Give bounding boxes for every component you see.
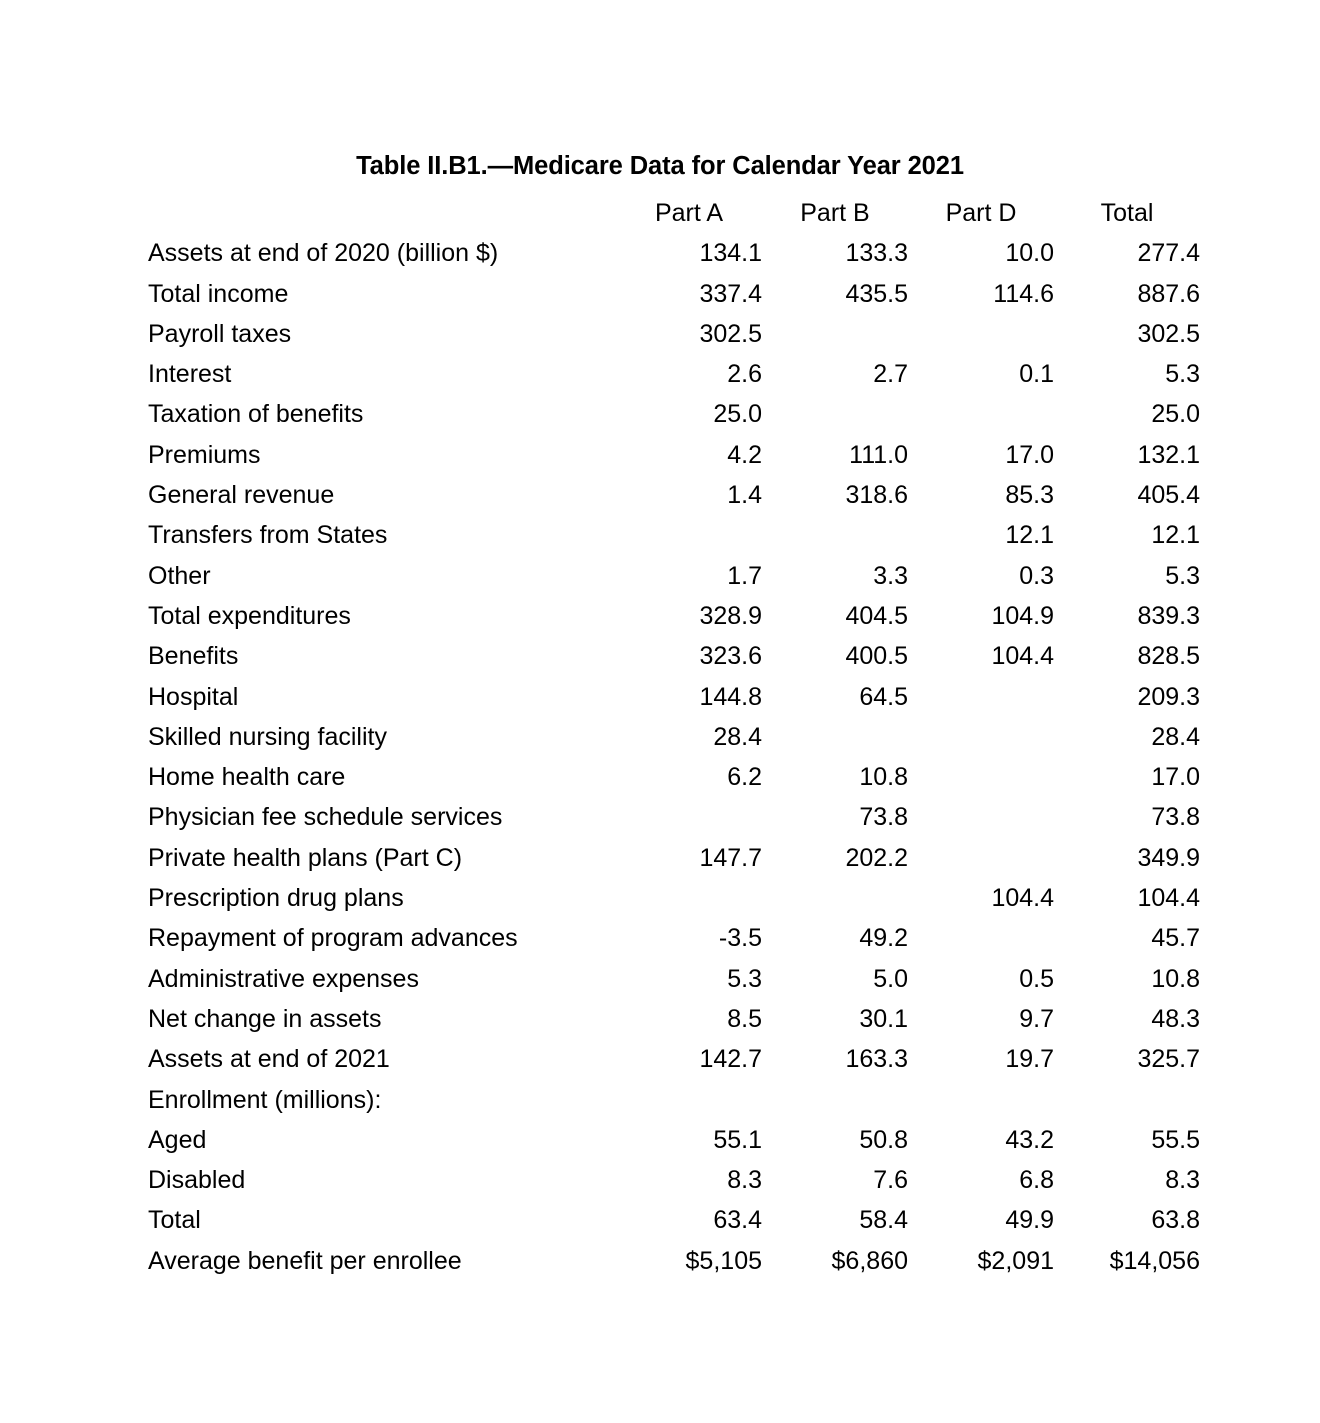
cell-value: 104.4 [1137, 884, 1200, 913]
cell-value: 1.4 [727, 481, 762, 510]
cell-value [908, 838, 1054, 878]
row-label: Prescription drug plans [148, 884, 404, 913]
table-row [148, 999, 1200, 1039]
cell-value: 6.2 [727, 763, 762, 792]
table-body [148, 233, 1200, 1281]
row-label: Disabled [148, 1166, 246, 1195]
cell-value: 435.5 [845, 279, 908, 308]
cell-value [762, 394, 908, 434]
row-label: Taxation of benefits [148, 400, 364, 429]
column-header-total: Total [1100, 199, 1154, 227]
cell-value [762, 878, 908, 918]
row-label: Physician fee schedule services [148, 803, 503, 832]
cell-value: 58.4 [859, 1206, 908, 1235]
cell-value: 839.3 [1137, 601, 1200, 630]
cell-value: 202.2 [845, 843, 908, 872]
table-row [148, 717, 1200, 757]
cell-value: $6,860 [831, 1246, 908, 1275]
row-label: Payroll taxes [148, 319, 292, 348]
cell-value [908, 717, 1054, 757]
cell-value: 828.5 [1137, 642, 1200, 671]
cell-value: 302.5 [699, 319, 762, 348]
cell-value [762, 515, 908, 555]
table-row [148, 274, 1200, 314]
table-row [148, 233, 1200, 273]
cell-value: 5.3 [1165, 360, 1200, 389]
cell-value: 2.6 [727, 360, 762, 389]
cell-value: 28.4 [1151, 722, 1200, 751]
table-row [148, 959, 1200, 999]
row-label: Transfers from States [148, 521, 388, 550]
cell-value [908, 757, 1054, 797]
table-row [148, 1120, 1200, 1160]
cell-value: 63.4 [713, 1206, 762, 1235]
cell-value: 48.3 [1151, 1004, 1200, 1033]
cell-value: 325.7 [1137, 1045, 1200, 1074]
row-label: Assets at end of 2020 (billion $) [148, 239, 499, 268]
column-header-corner [148, 193, 616, 233]
cell-value: 1.7 [727, 561, 762, 590]
cell-value: 12.1 [1005, 521, 1054, 550]
table-row [148, 394, 1200, 434]
table-row [148, 838, 1200, 878]
cell-value: 142.7 [699, 1045, 762, 1074]
cell-value: 19.7 [1005, 1045, 1054, 1074]
cell-value: 163.3 [845, 1045, 908, 1074]
row-label: Administrative expenses [148, 964, 419, 993]
cell-value: 10.8 [859, 763, 908, 792]
row-label: Total expenditures [148, 601, 351, 630]
table-row [148, 515, 1200, 555]
cell-value: 25.0 [713, 400, 762, 429]
row-label: Benefits [148, 642, 239, 671]
cell-value: 3.3 [873, 561, 908, 590]
table-header-row [148, 193, 1200, 233]
cell-value [616, 797, 762, 837]
row-label: Total [148, 1206, 201, 1235]
table-row [148, 677, 1200, 717]
table-row [148, 314, 1200, 354]
cell-value [762, 1080, 908, 1120]
cell-value [616, 515, 762, 555]
cell-value: 7.6 [873, 1166, 908, 1195]
table-row [148, 1160, 1200, 1200]
cell-value [908, 797, 1054, 837]
cell-value: 5.3 [1165, 561, 1200, 590]
cell-value: 8.3 [727, 1166, 762, 1195]
cell-value: 337.4 [699, 279, 762, 308]
cell-value: 45.7 [1151, 924, 1200, 953]
row-label: Home health care [148, 763, 346, 792]
table-row [148, 1241, 1200, 1281]
row-label: Assets at end of 2021 [148, 1045, 390, 1074]
table-row [148, 1080, 1200, 1120]
cell-value: 104.9 [991, 601, 1054, 630]
column-header-part-a: Part A [654, 199, 724, 227]
cell-value: 73.8 [859, 803, 908, 832]
row-label: Skilled nursing facility [148, 722, 387, 751]
cell-value: 400.5 [845, 642, 908, 671]
cell-value: $14,056 [1109, 1246, 1200, 1275]
cell-value: 0.3 [1019, 561, 1054, 590]
cell-value: 134.1 [699, 239, 762, 268]
cell-value: 8.3 [1165, 1166, 1200, 1195]
cell-value: 405.4 [1137, 481, 1200, 510]
cell-value [908, 394, 1054, 434]
cell-value: 12.1 [1151, 521, 1200, 550]
cell-value: $5,105 [685, 1246, 762, 1275]
table-row [148, 354, 1200, 394]
cell-value: 404.5 [845, 601, 908, 630]
cell-value [908, 314, 1054, 354]
table-row [148, 878, 1200, 918]
cell-value: 147.7 [699, 843, 762, 872]
table-header [148, 193, 1200, 233]
table-row [148, 1200, 1200, 1240]
cell-value [762, 314, 908, 354]
table-row [148, 636, 1200, 676]
row-label: Net change in assets [148, 1004, 382, 1033]
table-row [148, 1039, 1200, 1079]
row-label: Average benefit per enrollee [148, 1246, 462, 1275]
cell-value: 132.1 [1137, 440, 1200, 469]
cell-value: 104.4 [991, 642, 1054, 671]
cell-value: 10.0 [1005, 239, 1054, 268]
row-label: General revenue [148, 481, 335, 510]
row-label: Enrollment (millions): [148, 1085, 382, 1114]
cell-value: -3.5 [718, 924, 762, 953]
cell-value: 887.6 [1137, 279, 1200, 308]
cell-value: 349.9 [1137, 843, 1200, 872]
cell-value [616, 1080, 762, 1120]
cell-value: 209.3 [1137, 682, 1200, 711]
cell-value: 5.3 [727, 964, 762, 993]
cell-value: 10.8 [1151, 964, 1200, 993]
cell-value: 17.0 [1151, 763, 1200, 792]
cell-value: 0.5 [1019, 964, 1054, 993]
cell-value: 28.4 [713, 722, 762, 751]
cell-value: 111.0 [849, 440, 908, 469]
row-label: Repayment of program advances [148, 924, 518, 953]
cell-value [908, 1080, 1054, 1120]
page-title: Table II.B1.—Medicare Data for Calendar Year 2021 [356, 152, 964, 180]
row-label: Aged [148, 1125, 207, 1154]
cell-value: 63.8 [1151, 1206, 1200, 1235]
cell-value: 8.5 [727, 1004, 762, 1033]
row-label: Total income [148, 279, 289, 308]
row-label: Interest [148, 360, 232, 389]
cell-value [1054, 1080, 1200, 1120]
cell-value: 9.7 [1019, 1004, 1054, 1033]
cell-value: 4.2 [727, 440, 762, 469]
cell-value: 0.1 [1019, 360, 1054, 389]
cell-value: 6.8 [1019, 1166, 1054, 1195]
column-header-part-b: Part B [800, 199, 870, 227]
cell-value: 85.3 [1005, 481, 1054, 510]
cell-value: 318.6 [845, 481, 908, 510]
cell-value: 133.3 [845, 239, 908, 268]
cell-value: 73.8 [1151, 803, 1200, 832]
table-row [148, 797, 1200, 837]
cell-value: 17.0 [1005, 440, 1054, 469]
medicare-data-table [148, 193, 1200, 1281]
row-label: Hospital [148, 682, 239, 711]
cell-value: 323.6 [699, 642, 762, 671]
cell-value: 25.0 [1151, 400, 1200, 429]
cell-value: 49.2 [859, 924, 908, 953]
cell-value: 55.1 [713, 1125, 762, 1154]
cell-value [908, 918, 1054, 958]
row-label: Other [148, 561, 211, 590]
cell-value [762, 717, 908, 757]
table-row [148, 757, 1200, 797]
cell-value: 114.6 [993, 279, 1054, 308]
table-row [148, 596, 1200, 636]
cell-value: 277.4 [1137, 239, 1200, 268]
cell-value: 55.5 [1151, 1125, 1200, 1154]
row-label: Private health plans (Part C) [148, 843, 463, 872]
cell-value: 104.4 [991, 884, 1054, 913]
table-row [148, 918, 1200, 958]
cell-value: 5.0 [873, 964, 908, 993]
cell-value: 302.5 [1137, 319, 1200, 348]
cell-value [908, 677, 1054, 717]
table-row [148, 435, 1200, 475]
column-header-part-d: Part D [945, 199, 1017, 227]
row-label: Premiums [148, 440, 261, 469]
table-row [148, 556, 1200, 596]
cell-value: 144.8 [699, 682, 762, 711]
cell-value: 50.8 [859, 1125, 908, 1154]
cell-value: 30.1 [859, 1004, 908, 1033]
cell-value: 49.9 [1005, 1206, 1054, 1235]
cell-value: 2.7 [873, 360, 908, 389]
cell-value: 64.5 [859, 682, 908, 711]
cell-value [616, 878, 762, 918]
cell-value: 328.9 [699, 601, 762, 630]
table-row [148, 475, 1200, 515]
cell-value: $2,091 [977, 1246, 1054, 1275]
cell-value: 43.2 [1005, 1125, 1054, 1154]
